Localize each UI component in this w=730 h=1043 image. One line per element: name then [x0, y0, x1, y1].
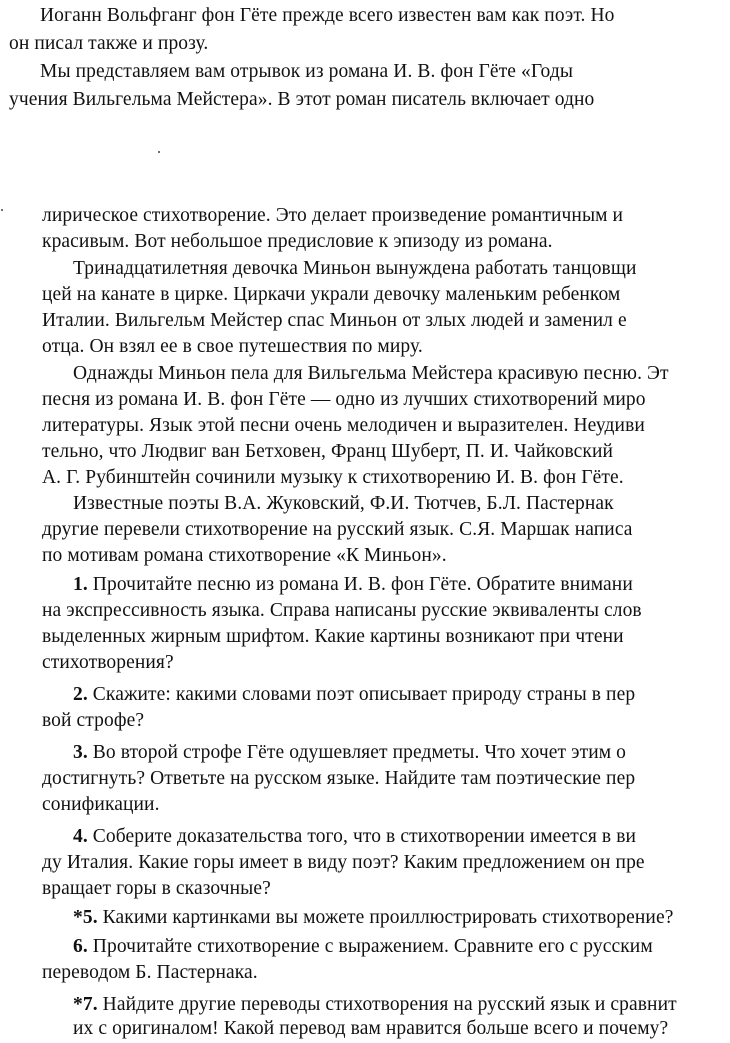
- intro-line: он писал также и прозу.: [9, 33, 209, 54]
- task-text: Во второй строфе Гёте одушевляет предметы. Что хочет этим о: [87, 742, 627, 763]
- body-line: Тринадцатилетняя девочка Миньон вынуждена работать танцовщи: [73, 258, 637, 279]
- task-text: Прочитайте стихотворение с выражением. Сравните его с русским: [87, 936, 653, 957]
- intro-line: Иоганн Вольфганг фон Гёте прежде всего известен вам как поэт. Но: [40, 5, 615, 26]
- task-line: сонификации.: [42, 794, 160, 815]
- task-line: ду Италия. Какие горы имеет в виду поэт? Каким предложением он пре: [42, 852, 645, 873]
- task-line: стихотворения?: [42, 652, 174, 673]
- task-text: Какими картинками вы можете проиллюстрировать стихотворение?: [97, 907, 674, 928]
- task-line: [73, 824, 636, 850]
- body-line: А. Г. Рубинштейн сочинили музыку к стихотворению И. В. фон Гёте.: [42, 467, 624, 488]
- task-line: достигнуть? Ответьте на русском языке. Найдите там поэтические пер: [42, 768, 636, 789]
- body-line: красивым. Вот небольшое предисловие к эпизоду из романа.: [42, 231, 553, 252]
- body-line: цей на канате в цирке. Циркачи украли девочку маленьким ребенком: [42, 284, 621, 305]
- body-line: лирическое стихотворение. Это делает произведение романтичным и: [42, 205, 624, 226]
- task-line: вращает горы в сказочные?: [42, 878, 271, 899]
- task-line: [73, 740, 626, 766]
- body-line: Италии. Вильгельм Мейстер спас Миньон от злых людей и заменил е: [42, 310, 627, 331]
- task-number: *7.: [73, 994, 98, 1015]
- body-line: Известные поэты В.А. Жуковский, Ф.И. Тютчев, Б.Л. Пастернак: [73, 493, 614, 514]
- task-line: [73, 934, 653, 960]
- task-number: 6.: [73, 936, 88, 957]
- body-line: литературы. Язык этой песни очень мелодичен и выразителен. Неудиви: [42, 415, 645, 436]
- body-line: Однажды Миньон пела для Вильгельма Мейстера красивую песню. Эт: [73, 363, 669, 384]
- body-line: по мотивам романа стихотворение «К Миньон».: [42, 545, 447, 566]
- body-line: отца. Он взял ее в свое путешествия по миру.: [42, 336, 423, 357]
- scan-speck: [1, 209, 3, 211]
- intro-line: учения Вильгельма Мейстера». В этот роман писатель включает одно: [9, 89, 595, 110]
- body-line: другие перевели стихотворение на русский язык. С.Я. Маршак написа: [42, 519, 633, 540]
- task-text: Скажите: какими словами поэт описывает природу страны в пер: [87, 684, 636, 705]
- task-line: [73, 905, 673, 931]
- task-text: Соберите доказательства того, что в стихотворении имеется в ви: [87, 826, 637, 847]
- task-line: переводом Б. Пастернака.: [42, 962, 258, 983]
- body-line: тельно, что Людвиг ван Бетховен, Франц Шуберт, П. И. Чайковский: [42, 441, 614, 462]
- task-number: 1.: [73, 574, 88, 595]
- task-line: их с оригиналом! Какой перевод вам нравится больше всего и почему?: [73, 1018, 669, 1039]
- task-line: [73, 682, 635, 708]
- task-number: 2.: [73, 684, 88, 705]
- task-line: [73, 572, 633, 598]
- intro-line: Мы представляем вам отрывок из романа И. В. фон Гёте «Годы: [40, 61, 574, 82]
- task-text: Прочитайте песню из романа И. В. фон Гёте. Обратите внимани: [87, 574, 633, 595]
- task-line: выделенных жирным шрифтом. Какие картины возникают при чтени: [42, 626, 624, 647]
- task-line: на экспрессивность языка. Справа написаны русские эквиваленты слов: [42, 600, 642, 621]
- body-line: песня из романа И. В. фон Гёте — одно из лучших стихотворений миро: [42, 389, 646, 410]
- task-number: 3.: [73, 742, 88, 763]
- task-line: [73, 992, 677, 1018]
- task-number: *5.: [73, 907, 98, 928]
- task-line: вой строфе?: [42, 710, 145, 731]
- task-text: Найдите другие переводы стихотворения на русский язык и сравнит: [97, 994, 677, 1015]
- scan-speck: [158, 151, 160, 153]
- task-number: 4.: [73, 826, 88, 847]
